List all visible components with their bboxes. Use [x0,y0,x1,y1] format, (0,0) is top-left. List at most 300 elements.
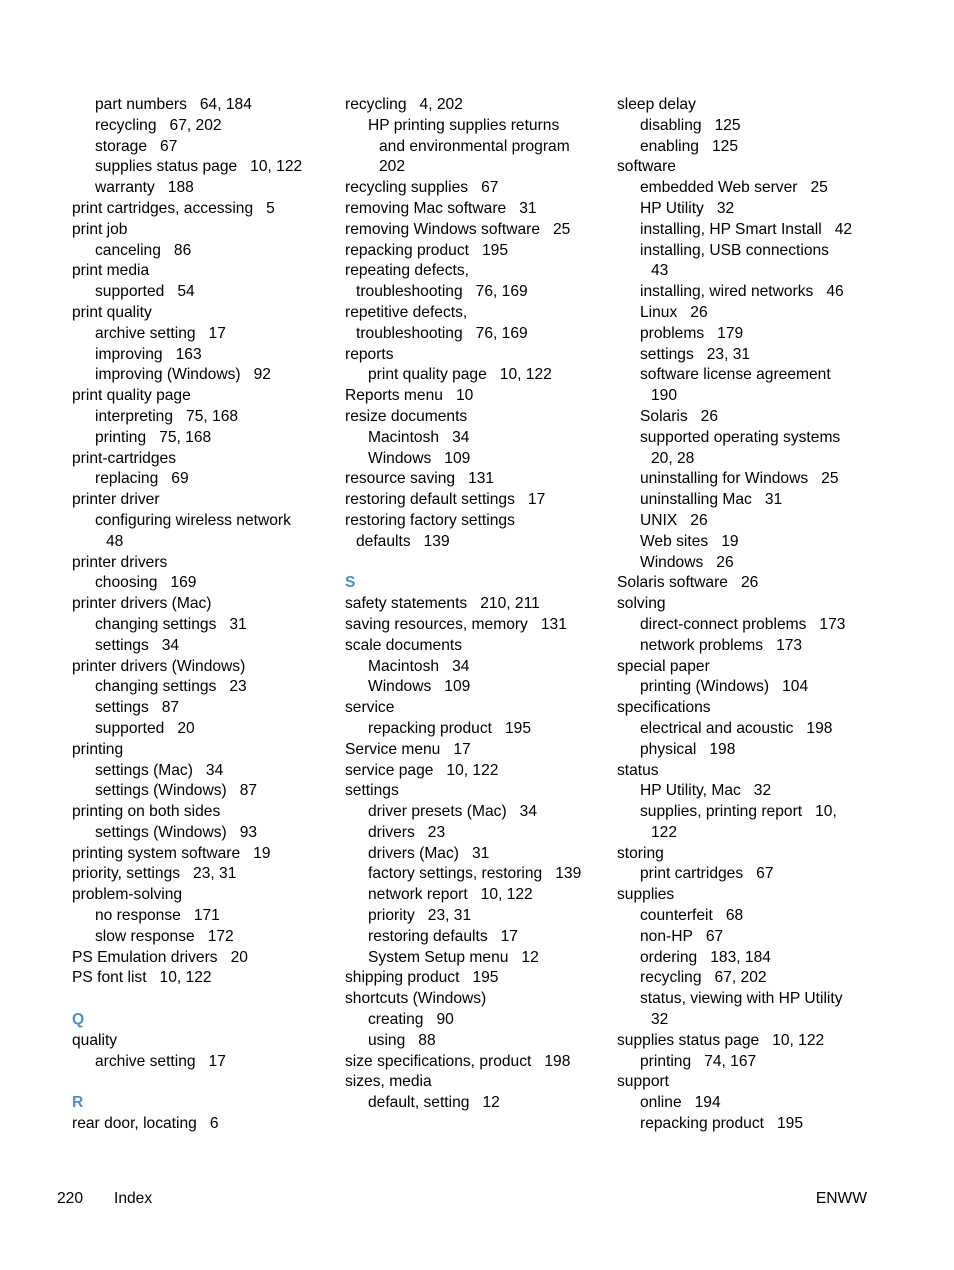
page-reference: 42 [834,220,853,238]
index-term: network problems [640,636,764,654]
page-reference: 31 [764,491,783,509]
index-term: problem-solving [72,886,183,904]
index-term: UNIX [640,511,678,529]
index-term: System Setup menu [368,948,509,966]
index-term: recycling [345,96,407,113]
index-entry [72,864,334,885]
page-reference: 34 [519,803,537,821]
index-subentry [617,948,879,969]
index-subentry [617,677,879,698]
index-entry [345,345,607,366]
index-term: canceling [95,241,161,259]
index-subentry [617,469,879,490]
index-term: Service menu [345,740,441,758]
page-reference: 76, 169 [475,283,528,301]
page-reference: 92 [253,366,271,384]
index-term: repacking product [640,1115,764,1133]
index-entry [345,740,607,761]
index-term: no response [95,907,181,925]
index-subentry [617,199,879,220]
index-entry [72,948,334,969]
page-reference: 69 [171,470,189,488]
index-subentry [345,116,607,137]
index-term: settings [345,782,399,800]
page-reference: 10, 122 [446,761,499,779]
index-subentry [72,407,334,428]
index-term: improving [95,345,163,363]
page-reference: 173 [819,615,846,633]
page-reference: 17 [208,324,226,342]
page-reference: 195 [504,719,531,737]
page-reference: 125 [711,137,738,155]
index-term: 20, 28 [651,449,695,467]
index-term: choosing [95,574,158,592]
index-subentry [617,137,879,158]
index-subentry [345,532,607,553]
index-subentry [345,137,607,158]
page-reference: 198 [544,1052,571,1070]
index-term: supported operating systems [640,428,841,446]
index-term: 43 [651,262,669,280]
index-subentry [72,428,334,449]
index-term: disabling [640,116,702,134]
page-reference: 139 [423,532,450,550]
index-subentry [72,178,334,199]
index-column-1 [72,95,334,1135]
page-footer [57,1190,867,1212]
index-term: Linux [640,303,678,321]
page-reference: 74, 167 [704,1052,757,1070]
index-subentry [345,157,607,178]
index-term: electrical and acoustic [640,719,794,737]
page-reference: 93 [239,823,258,841]
section-gap [72,989,334,1010]
page-reference: 54 [177,283,195,301]
index-entry [72,1031,334,1052]
index-term: printing [72,740,124,758]
page-reference: 67, 202 [169,116,222,134]
index-entry [72,594,334,615]
index-entry [72,968,334,989]
index-term: and environmental program [379,137,570,155]
page-reference: 163 [175,345,202,363]
index-subentry [345,1010,607,1031]
index-entry [617,698,879,719]
page-reference: 10, 122 [499,366,552,384]
index-entry [345,386,607,407]
index-subentry [72,324,334,345]
page-reference: 75, 168 [159,428,212,446]
page-reference: 183, 184 [710,948,771,966]
index-entry [617,157,879,178]
index-subentry [72,698,334,719]
index-subentry [617,615,879,636]
index-term: 122 [651,823,678,841]
index-term: scale documents [345,636,463,654]
index-term: special paper [617,657,710,675]
page-reference: 67 [160,137,178,155]
index-term: Web sites [640,532,709,550]
index-term: improving (Windows) [95,366,241,384]
page-reference: 76, 169 [475,324,528,342]
index-term: print quality [72,303,152,321]
index-term: restoring factory settings [345,511,515,529]
index-term: installing, wired networks [640,283,814,301]
index-term: non-HP [640,927,693,945]
index-entry [345,615,607,636]
index-entry [617,594,879,615]
index-subentry [617,823,879,844]
index-term: printing [95,428,147,446]
index-subentry [345,864,607,885]
page-reference: 10, 122 [250,158,303,176]
index-term: saving resources, memory [345,615,528,633]
index-subentry [345,365,607,386]
index-entry [72,220,334,241]
index-subentry [617,116,879,137]
index-subentry [617,1114,879,1135]
index-term: quality [72,1031,118,1049]
index-term: driver presets (Mac) [368,803,507,821]
index-subentry [72,282,334,303]
index-entry [617,573,879,594]
page-reference: 67 [481,179,499,197]
index-term: shipping product [345,969,460,987]
index-subentry [617,864,879,885]
index-entry [345,220,607,241]
index-entry [617,95,879,116]
index-subentry [72,365,334,386]
index-term: installing, HP Smart Install [640,220,822,238]
index-term: Windows [368,678,432,696]
index-subentry [345,428,607,449]
index-entry [617,761,879,782]
index-term: changing settings [95,678,217,696]
index-term: printing on both sides [72,803,221,821]
index-subentry [72,1052,334,1073]
index-term: troubleshooting [356,324,463,342]
page-reference: 32 [753,782,772,800]
index-subentry [345,823,607,844]
index-term: print-cartridges [72,449,176,467]
index-term: printing (Windows) [640,678,770,696]
index-term: 202 [379,158,406,176]
index-subentry [72,823,334,844]
index-term: interpreting [95,407,174,425]
page-reference: 19 [253,844,271,862]
index-subentry [617,449,879,470]
page-reference: 179 [717,324,744,342]
index-term: HP Utility [640,199,704,217]
page-reference: 10, 122 [159,969,212,987]
index-entry [345,698,607,719]
index-term: ordering [640,948,698,966]
index-subentry [72,116,334,137]
index-subentry [617,261,879,282]
index-subentry [617,1052,879,1073]
index-term: PS font list [72,969,147,987]
index-term: print job [72,220,128,238]
index-entry [345,781,607,802]
index-term: Macintosh [368,428,440,446]
index-subentry [617,740,879,761]
index-subentry [617,927,879,948]
index-term: supplies status page [617,1031,760,1049]
index-entry [617,844,879,865]
page-reference: 10 [455,387,474,405]
index-term: print quality page [368,366,487,384]
page-reference: 87 [239,782,258,800]
index-term: resource saving [345,470,456,488]
index-term: slow response [95,927,195,945]
index-term: enabling [640,137,699,155]
index-term: repeating defects, [345,262,469,280]
index-subentry [72,927,334,948]
page-reference: 23, 31 [706,345,751,363]
page-reference: 88 [418,1031,436,1049]
page-reference: 23, 31 [427,907,472,925]
index-term: settings [95,636,149,654]
section-gap [72,1072,334,1093]
page-reference: 46 [826,283,844,301]
index-term: Windows [640,553,704,571]
index-term: part numbers [95,96,187,113]
index-term: Reports menu [345,387,443,405]
index-term: problems [640,324,705,342]
page-reference: 12 [482,1094,500,1112]
index-term: size specifications, product [345,1052,532,1070]
page-reference: 23 [229,678,247,696]
index-term: recycling [95,116,157,134]
page-reference: 210, 211 [480,595,540,613]
index-entry [345,199,607,220]
index-term: supported [95,719,165,737]
index-subentry [617,220,879,241]
index-entry [72,303,334,324]
index-subentry [617,428,879,449]
index-subentry [345,906,607,927]
index-term: removing Mac software [345,199,507,217]
index-subentry [345,885,607,906]
index-term: storage [95,137,148,155]
index-term: support [617,1073,670,1091]
page-reference: 26 [690,303,708,321]
index-term: supplies [617,886,675,904]
index-entry [345,303,607,324]
index-subentry [72,532,334,553]
index-term: HP printing supplies returns [368,116,560,134]
index-subentry [345,449,607,470]
index-subentry [617,386,879,407]
index-subentry [345,282,607,303]
document-code: ENWW [815,1190,867,1207]
index-subentry [617,282,879,303]
page-reference: 131 [468,470,495,488]
index-entry [72,553,334,574]
index-term: supported [95,283,165,301]
page-reference: 198 [806,719,833,737]
page-reference: 194 [694,1094,721,1112]
index-subentry [617,989,879,1010]
index-term: settings (Windows) [95,823,227,841]
index-subentry [345,1031,607,1052]
page-reference: 20 [177,719,195,737]
index-entry [72,740,334,761]
page-reference: 64, 184 [199,96,252,113]
index-entry [72,199,334,220]
index-letter-heading: R [72,1094,84,1112]
index-term: specifications [617,699,711,717]
index-entry [617,657,879,678]
page-reference: 75, 168 [186,407,239,425]
index-term: creating [368,1011,424,1029]
index-entry [617,1072,879,1093]
page-number: 220 [57,1190,84,1207]
index-term: uninstalling for Windows [640,470,809,488]
page-reference: 17 [208,1052,226,1070]
index-term: troubleshooting [356,283,463,301]
index-term: printer drivers (Windows) [72,657,246,675]
page-reference: 5 [266,199,275,217]
page-reference: 17 [500,927,518,945]
index-term: recycling [640,969,702,987]
index-term: service page [345,761,434,779]
index-column-3 [617,95,879,1135]
index-term: shortcuts (Windows) [345,990,487,1008]
page-reference: 86 [173,241,192,259]
index-term: replacing [95,470,159,488]
index-term: supplies status page [95,158,238,176]
page-reference: 34 [452,428,470,446]
page-reference: 67 [705,927,724,945]
index-term: priority [368,907,415,925]
page-reference: 87 [161,699,180,717]
index-term: storing [617,844,664,862]
index-subentry [617,719,879,740]
index-subentry [617,490,879,511]
page-reference: 172 [207,927,234,945]
index-entry [345,490,607,511]
index-term: recycling supplies [345,179,469,197]
index-subentry [617,802,879,823]
index-subentry [617,532,879,553]
page-reference: 32 [716,199,735,217]
index-term: online [640,1094,682,1112]
index-term: Windows [368,449,432,467]
page-reference: 125 [714,116,741,134]
page-reference: 26 [716,553,734,571]
index-term: printer driver [72,491,160,509]
section-gap [345,553,607,574]
index-entry [72,449,334,470]
index-term: print cartridges, accessing [72,199,254,217]
index-entry [345,1052,607,1073]
page-reference: 6 [209,1115,219,1133]
index-term: solving [617,595,666,613]
page-reference: 23 [427,823,446,841]
index-entry [345,511,607,532]
index-subentry [72,906,334,927]
index-entry [72,844,334,865]
index-term: printer drivers [72,553,168,571]
index-column-2 [345,95,607,1114]
page-reference: 4, 202 [419,96,463,113]
index-subentry [617,511,879,532]
index-subentry [617,178,879,199]
index-subentry [617,553,879,574]
index-subentry [617,1093,879,1114]
page-reference: 20 [230,948,248,966]
index-entry [72,1114,334,1135]
index-term: 190 [651,387,678,405]
page-reference: 31 [519,199,537,217]
index-term: 48 [106,532,124,550]
page-reference: 195 [472,969,499,987]
index-entry [72,490,334,511]
page-reference: 17 [453,740,471,758]
index-entry [345,636,607,657]
index-term: status, viewing with HP Utility [640,990,843,1008]
index-subentry [617,1010,879,1031]
page-reference: 171 [193,907,220,925]
index-subentry [345,677,607,698]
page-reference: 10, 122 [480,886,533,904]
index-subentry [345,324,607,345]
page-reference: 25 [553,220,571,238]
index-subentry [617,324,879,345]
index-term: counterfeit [640,907,713,925]
page-reference: 26 [700,407,719,425]
page-reference: 131 [540,615,567,633]
index-entry [72,386,334,407]
index-subentry [72,157,334,178]
index-subentry [72,137,334,158]
index-letter-heading: S [345,574,356,592]
page-reference: 26 [740,574,759,592]
index-subentry [617,365,879,386]
index-term: changing settings [95,615,217,633]
page-reference: 188 [167,179,194,197]
index-term: removing Windows software [345,220,540,238]
page-reference: 23, 31 [193,865,237,883]
index-subentry [72,719,334,740]
index-term: installing, USB connections [640,241,829,259]
index-term: service [345,699,395,717]
page-reference: 173 [776,636,803,654]
index-subentry [345,657,607,678]
section-name: Index [114,1190,153,1207]
page-reference: 195 [481,241,508,259]
page-reference: 25 [821,470,839,488]
page-reference: 34 [161,636,180,654]
page-reference: 109 [444,678,471,696]
index-subentry [345,719,607,740]
index-term: repetitive defects, [345,303,468,321]
index-entry [345,241,607,262]
page-reference: 34 [205,761,224,779]
index-term: software [617,158,676,176]
index-entry [72,802,334,823]
index-term: uninstalling Mac [640,491,752,509]
index-subentry [617,968,879,989]
index-term: sleep delay [617,96,696,113]
page-reference: 17 [527,491,546,509]
index-term: printing [640,1052,692,1070]
index-entry [345,968,607,989]
index-entry [345,594,607,615]
index-subentry [345,802,607,823]
index-subentry [72,677,334,698]
